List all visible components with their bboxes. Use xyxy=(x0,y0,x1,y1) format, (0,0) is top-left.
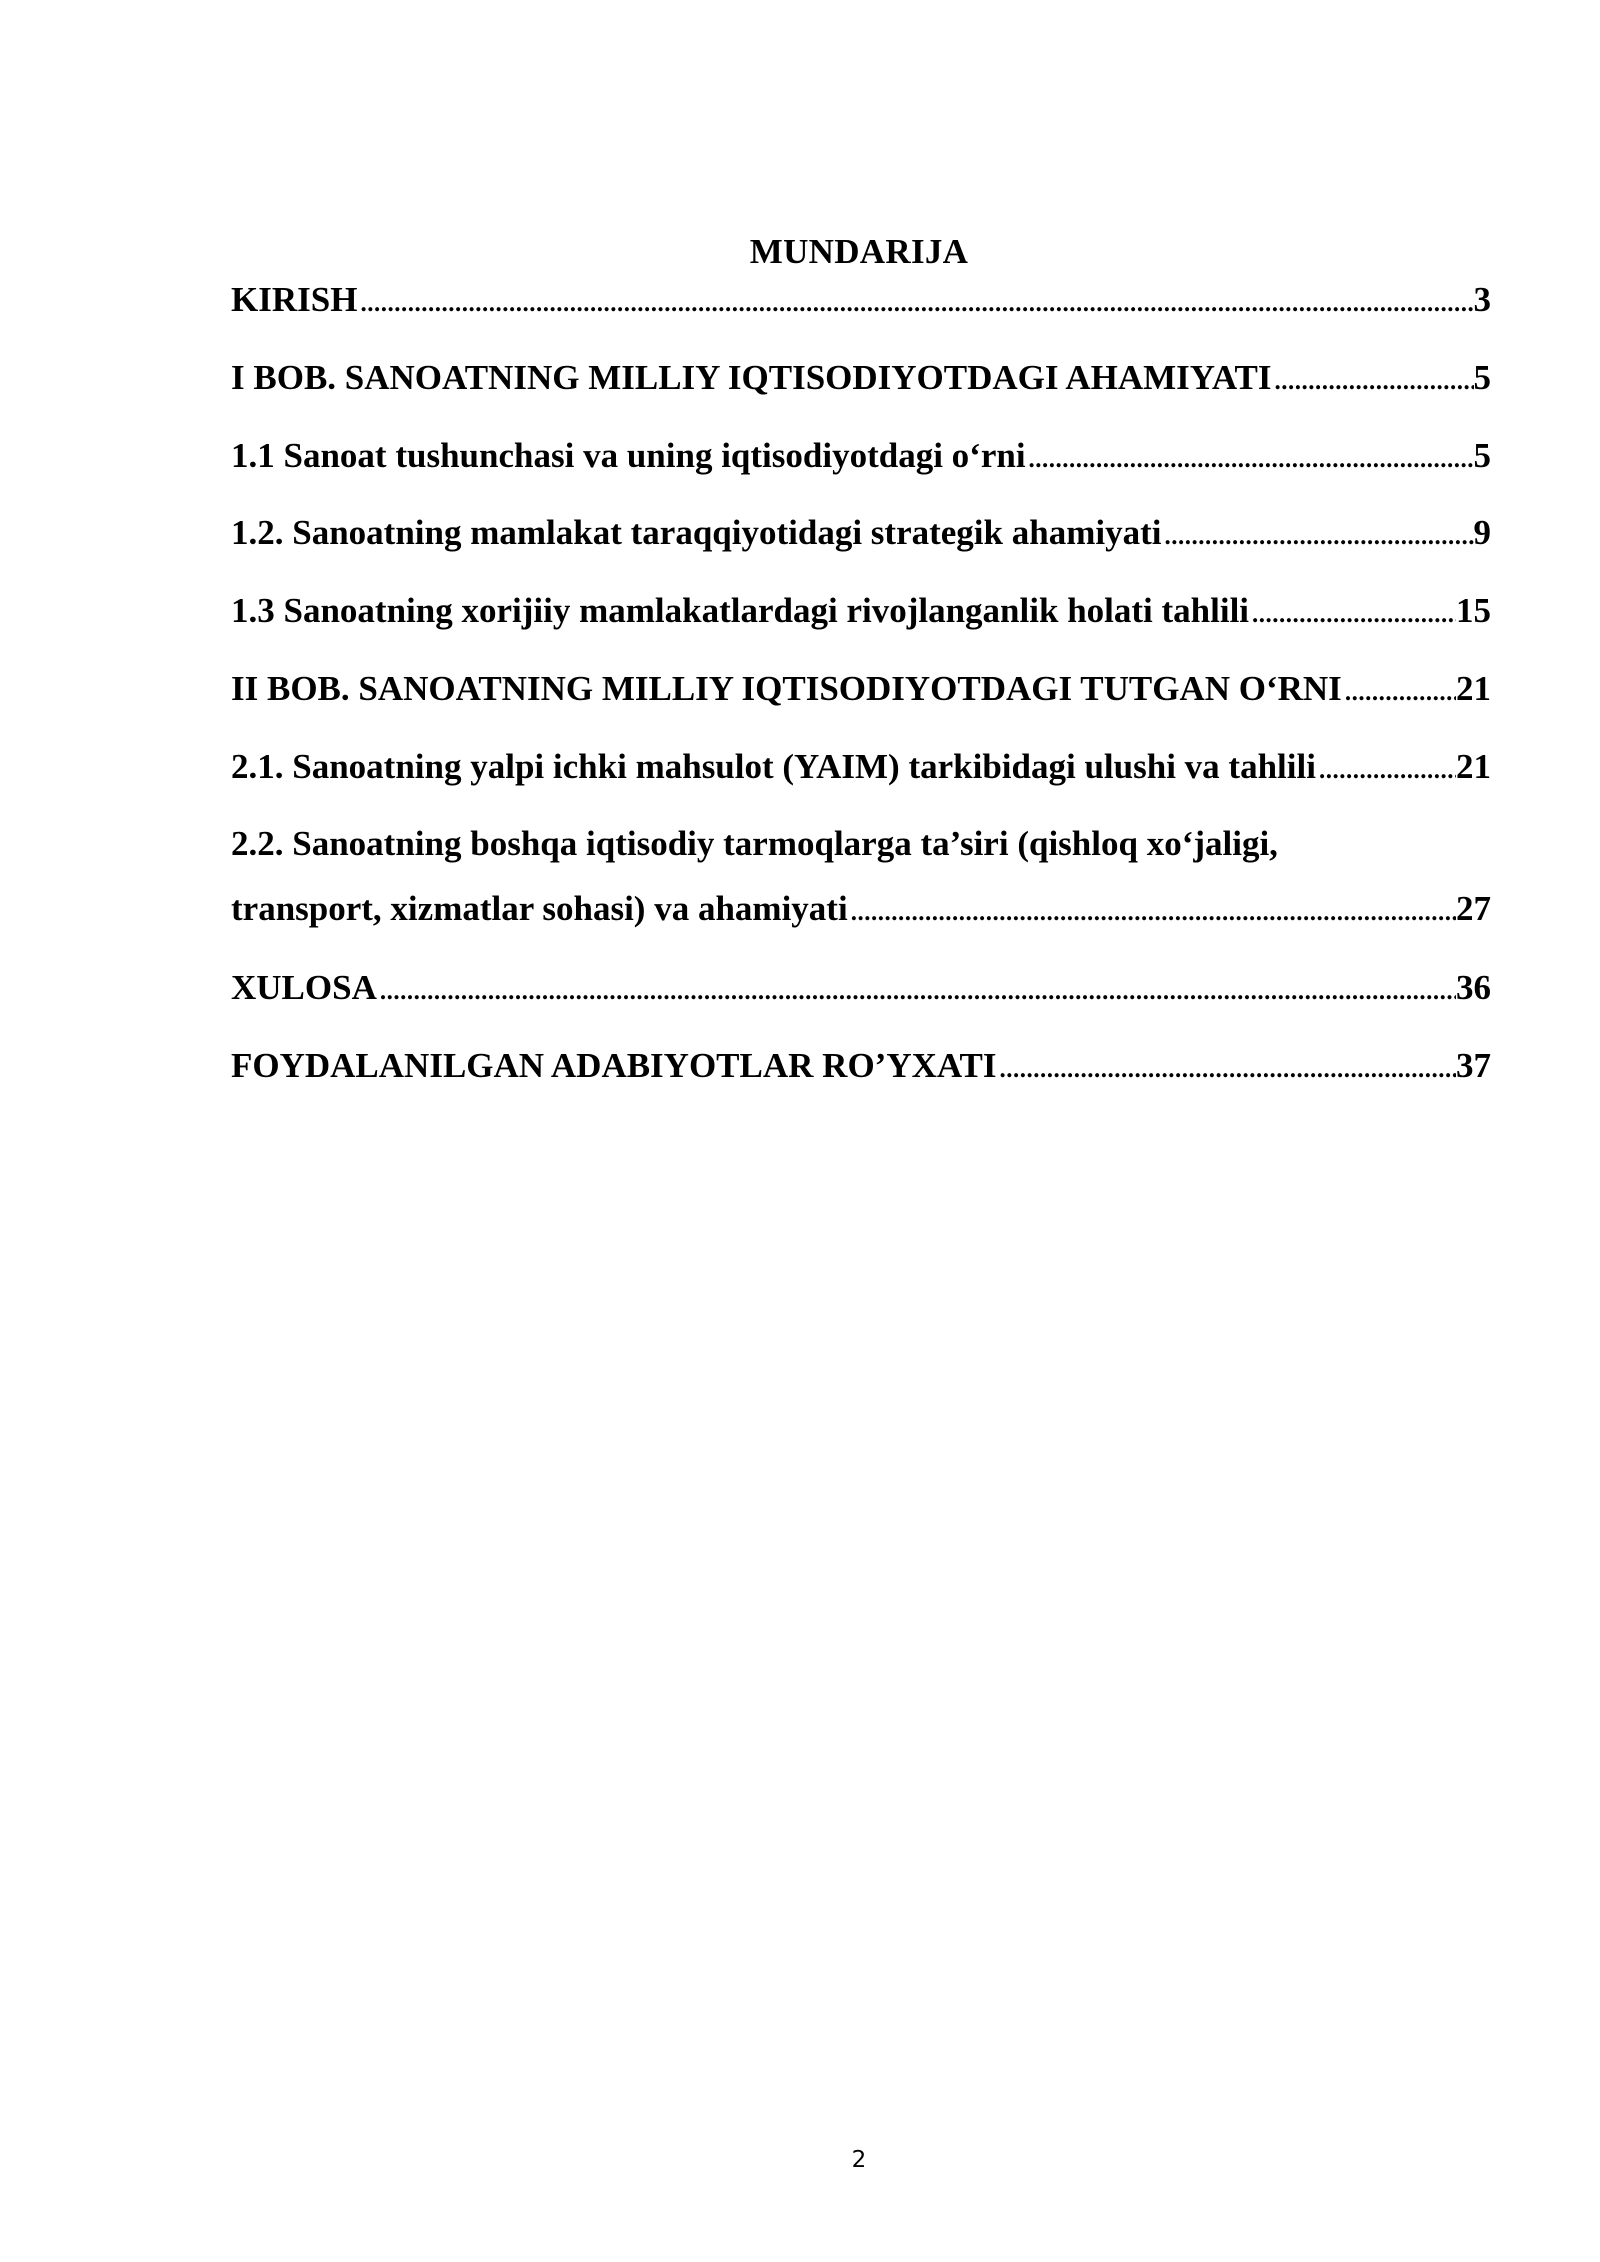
toc-dot-leader xyxy=(1026,436,1474,480)
toc-dot-leader xyxy=(1249,591,1456,635)
toc-dot-leader xyxy=(1316,747,1456,791)
toc-entry-references[interactable] xyxy=(231,1042,1491,1090)
toc-entry-chapter-1[interactable] xyxy=(231,354,1491,402)
toc-dot-leader xyxy=(848,889,1456,933)
toc-entry-label: I BOB. SANOATNING MILLIY IQTISODIYOTDAGI AHAMIYATI xyxy=(231,358,1272,397)
toc-dot-leader xyxy=(1342,669,1456,713)
toc-dot-leader xyxy=(357,280,1473,324)
toc-entry-label: XULOSA xyxy=(231,968,377,1007)
toc-entry-section-1-2[interactable] xyxy=(231,509,1491,557)
toc-entry-section-1-1[interactable] xyxy=(231,432,1491,480)
toc-entry-kirish[interactable] xyxy=(231,276,1491,324)
toc-entry-label: KIRISH xyxy=(231,280,358,319)
toc-entry-xulosa[interactable] xyxy=(231,964,1491,1012)
toc-entry-label: 1.1 Sanoat tushunchasi va uning iqtisodiyotdagi o‘rni xyxy=(231,436,1026,475)
toc-dot-leader xyxy=(997,1046,1456,1090)
page-number: 2 xyxy=(851,2147,867,2173)
toc-entry-page: 37 xyxy=(1456,1046,1491,1085)
toc-entry-label: 1.3 Sanoatning xorijiiy mamlakatlardagi rivojlanganlik holati tahlili xyxy=(231,591,1250,630)
toc-entry-page: 5 xyxy=(1473,436,1491,475)
toc-entry-section-1-3[interactable] xyxy=(231,587,1491,635)
toc-entry-label-line1: 2.2. Sanoatning boshqa iqtisodiy tarmoqlarga ta’siri (qishloq xo‘jaligi, xyxy=(231,824,1278,863)
toc-entry-page: 27 xyxy=(1456,889,1491,928)
toc-dot-leader xyxy=(1271,358,1473,402)
toc-entry-page: 15 xyxy=(1456,591,1491,630)
toc-dot-leader xyxy=(377,968,1456,1012)
toc-entry-page: 5 xyxy=(1473,358,1491,397)
toc-entry-page: 21 xyxy=(1456,669,1491,708)
toc-entry-page: 36 xyxy=(1456,968,1491,1007)
toc-entry-label: 2.1. Sanoatning yalpi ichki mahsulot (YAIM) tarkibidagi ulushi va tahlili xyxy=(231,747,1316,786)
toc-entry-page: 3 xyxy=(1473,280,1491,319)
toc-entry-section-2-1[interactable] xyxy=(231,743,1491,791)
toc-entry-page: 9 xyxy=(1473,513,1491,552)
toc-entry-label: FOYDALANILGAN ADABIYOTLAR RO’YXATI xyxy=(231,1046,997,1085)
toc-entry-label-line2: transport, xizmatlar sohasi) va ahamiyati xyxy=(231,889,848,928)
toc-entry-page: 21 xyxy=(1456,747,1491,786)
toc-dot-leader xyxy=(1161,513,1473,557)
toc-entry-label: 1.2. Sanoatning mamlakat taraqqiyotidagi strategik ahamiyati xyxy=(231,513,1162,552)
toc-entry-chapter-2[interactable] xyxy=(231,665,1491,713)
page-title: MUNDARIJA xyxy=(749,232,969,271)
toc-entry-label: II BOB. SANOATNING MILLIY IQTISODIYOTDAGI TUTGAN O‘RNI xyxy=(231,669,1342,708)
toc-entry-section-2-2[interactable] xyxy=(231,820,1491,933)
